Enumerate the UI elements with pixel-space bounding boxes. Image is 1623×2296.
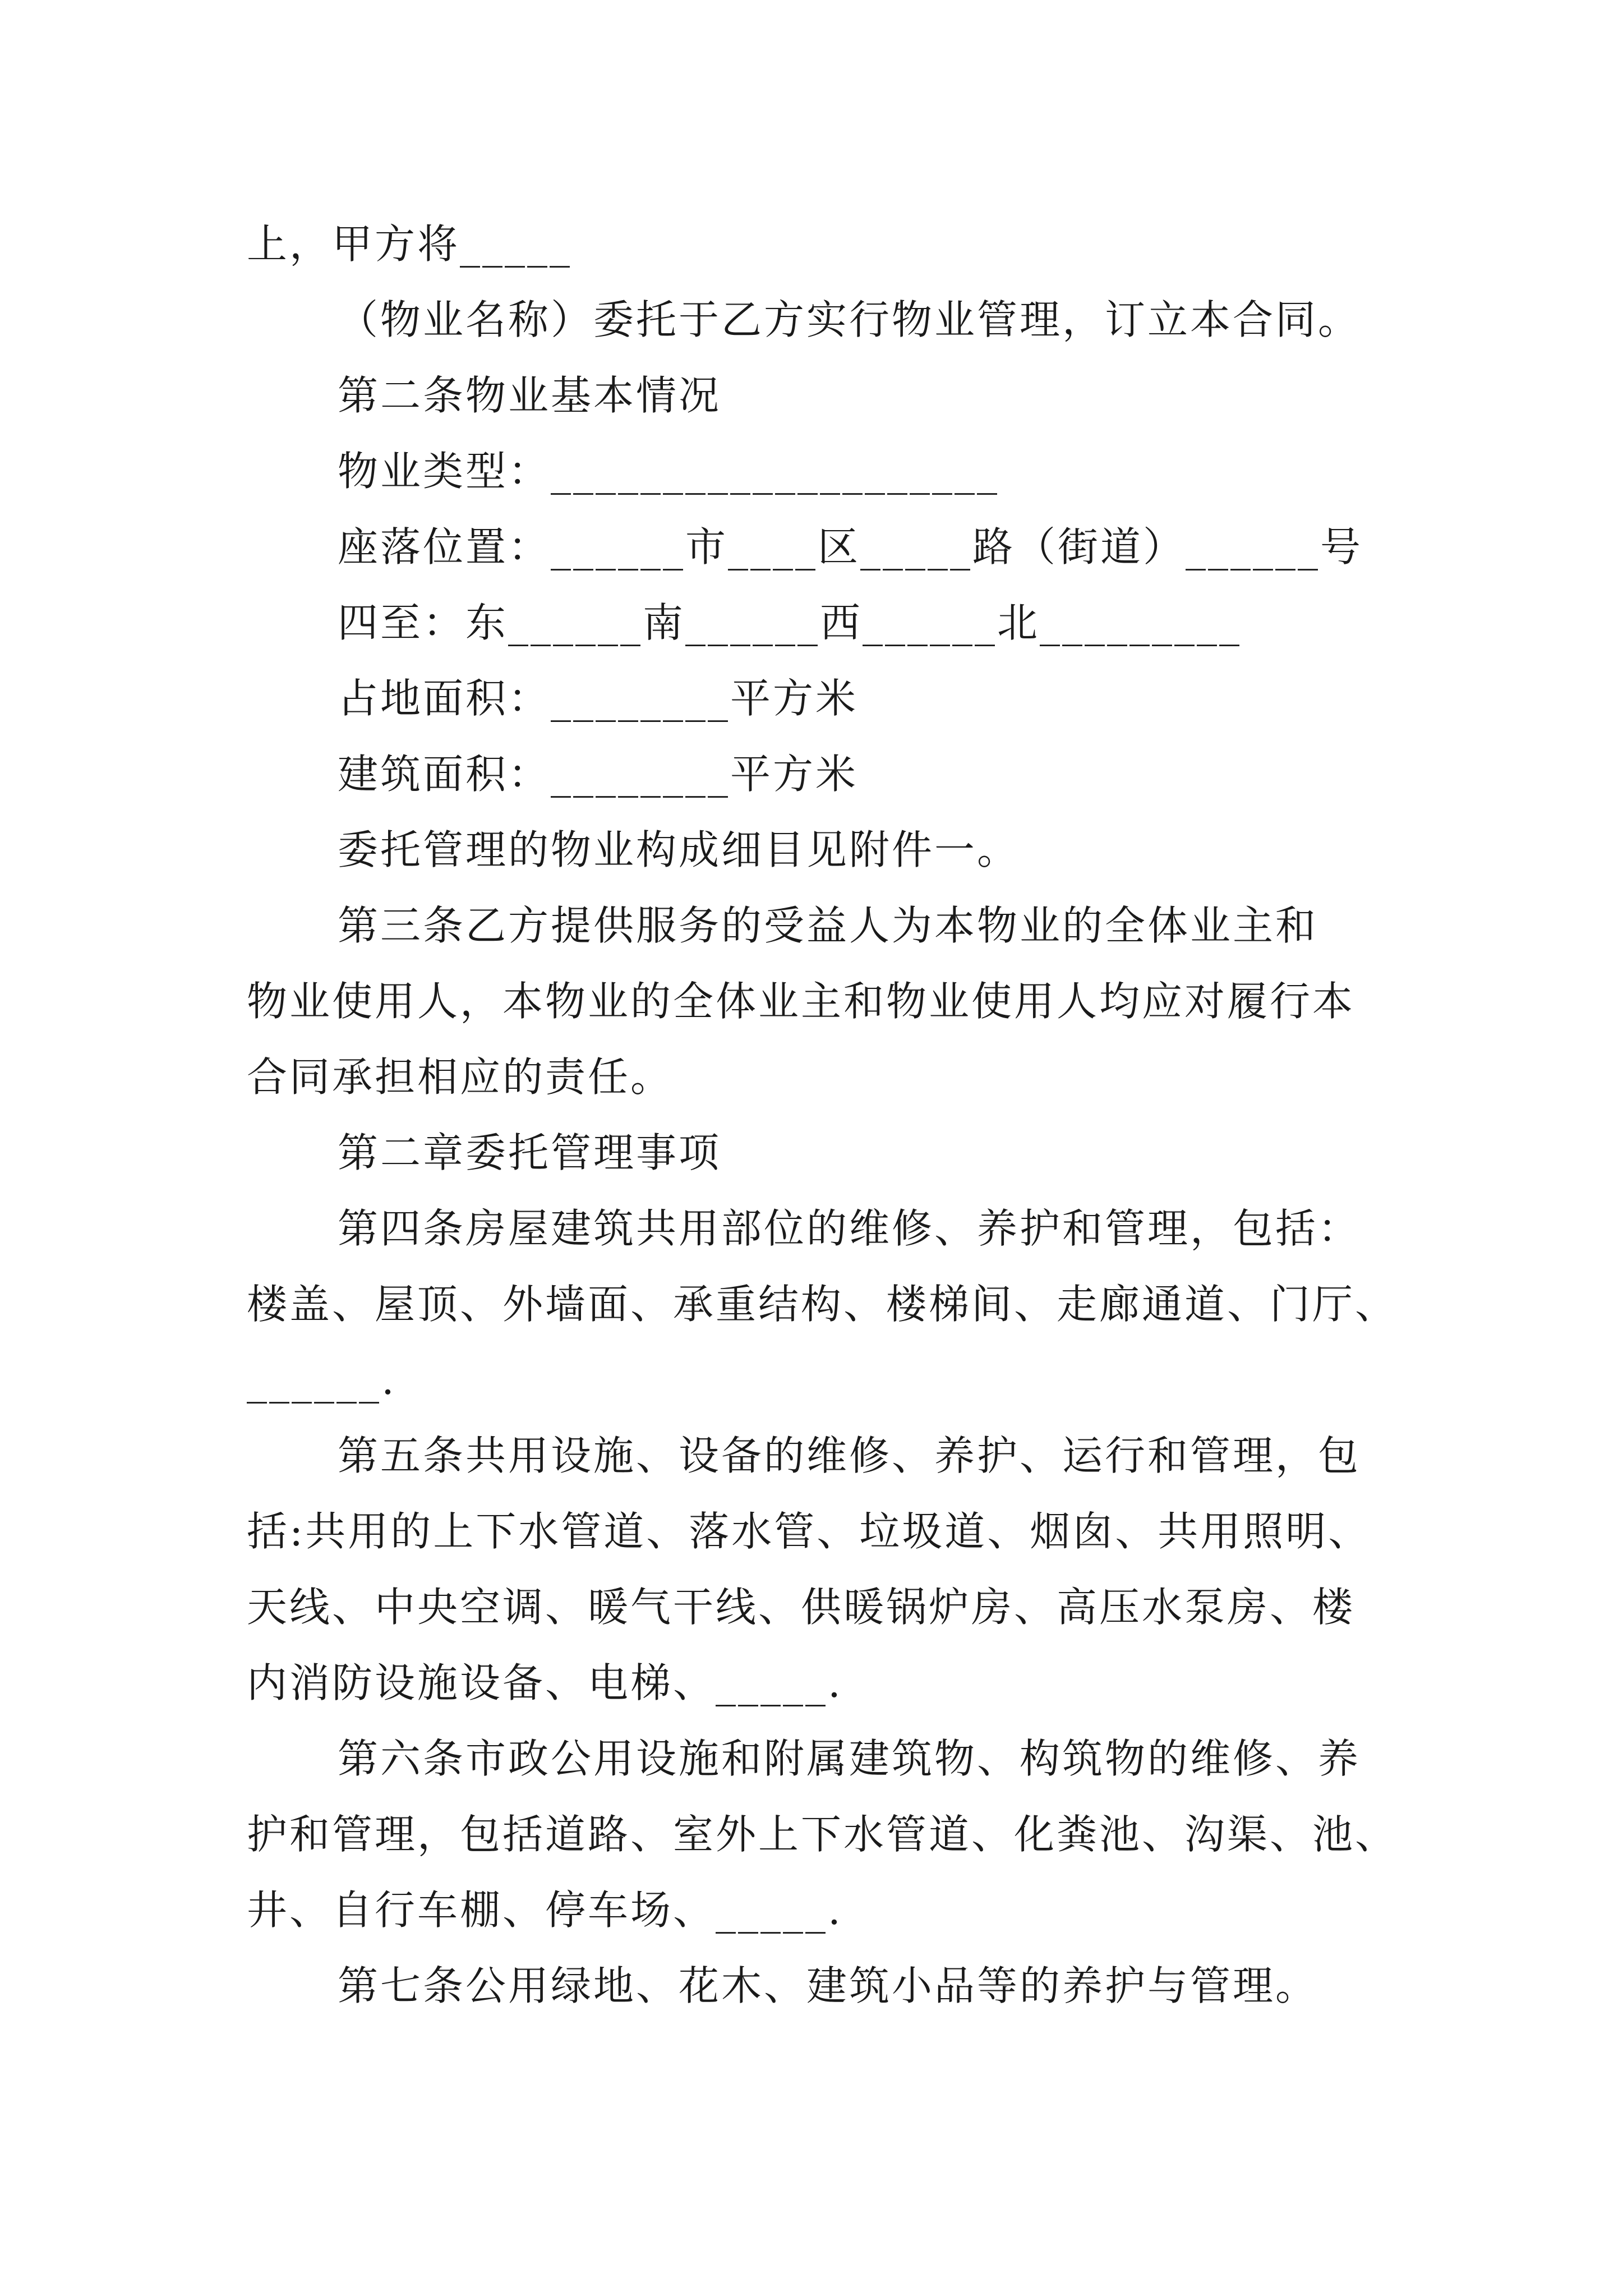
section-heading: 第二条物业基本情况 — [338, 372, 722, 419]
text-line: ______. — [247, 1356, 396, 1404]
text-line: 楼盖、屋顶、外墙面、承重结构、楼梯间、走廊通道、门厅、 — [247, 1281, 1398, 1328]
text-line: 第五条共用设施、设备的维修、养护、运行和管理，包 — [338, 1432, 1361, 1479]
text-line: 物业类型：____________________ — [338, 448, 1000, 495]
text-line: 占地面积：________平方米 — [338, 675, 859, 722]
text-line: 委托管理的物业构成细目见附件一。 — [338, 826, 1020, 873]
text-line: 第四条房屋建筑共用部位的维修、养护和管理，包括： — [338, 1205, 1361, 1252]
text-line: 物业使用人，本物业的全体业主和物业使用人均应对履行本 — [247, 978, 1355, 1025]
text-line: 上，甲方将_____ — [247, 220, 573, 268]
text-line: 护和管理，包括道路、室外上下水管道、化粪池、沟渠、池、 — [247, 1811, 1398, 1858]
text-line: 天线、中央空调、暖气干线、供暖锅炉房、高压水泵房、楼 — [247, 1584, 1355, 1631]
chapter-heading: 第二章委托管理事项 — [338, 1129, 722, 1176]
text-line: 建筑面积：________平方米 — [338, 751, 859, 798]
text-line: 内消防设施设备、电梯、_____. — [247, 1659, 843, 1706]
text-line: 井、自行车棚、停车场、_____. — [247, 1887, 843, 1934]
text-line: 座落位置：______市____区_____路（街道）______号 — [338, 523, 1363, 570]
text-line: 四至：东______南______西______北_________ — [338, 599, 1242, 646]
text-line: （物业名称）委托于乙方实行物业管理，订立本合同。 — [338, 296, 1361, 343]
text-line: 第六条市政公用设施和附属建筑物、构筑物的维修、养 — [338, 1735, 1361, 1782]
text-line: 括:共用的上下水管道、落水管、垃圾道、烟囱、共用照明、 — [247, 1508, 1371, 1555]
text-line: 合同承担相应的责任。 — [247, 1053, 674, 1101]
text-line: 第三条乙方提供服务的受益人为本物业的全体业主和 — [338, 902, 1318, 949]
text-line: 第七条公用绿地、花木、建筑小品等的养护与管理。 — [338, 1962, 1318, 2009]
